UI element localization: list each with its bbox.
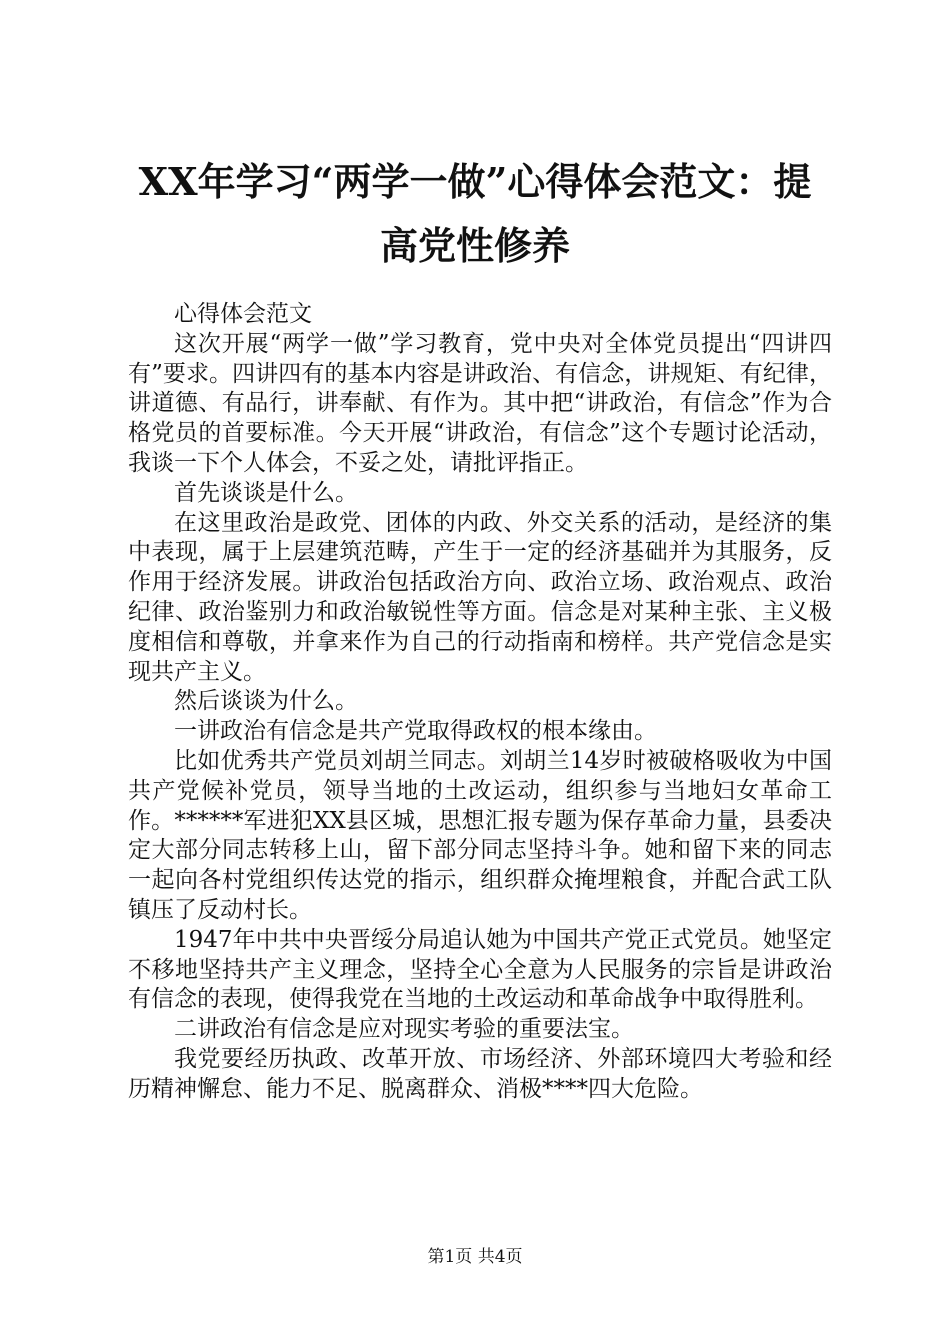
paragraph: 1947年中共中央晋绥分局追认她为中国共产党正式党员。她坚定不移地坚持共产主义理念，坚持全心全意为人民服务的宗旨是讲政治有信念的表现，使得我党在当地的土改运动和革命战争中取得胜利。 <box>128 926 832 1013</box>
paragraph: 这次开展“两学一做”学习教育，党中央对全体党员提出“四讲四有”要求。四讲四有的基本内容是讲政治、有信念，讲规矩、有纪律，讲道德、有品行，讲奉献、有作为。其中把“讲政治，有信念”作为合格党员的首要标准。今天开展“讲政治，有信念”这个专题讨论活动，我谈一下个人体会，不妥之处，请批评指正。 <box>128 330 832 476</box>
paragraph: 然后谈谈为什么。 <box>174 688 358 715</box>
paragraph: 一讲政治有信念是共产党取得政权的根本缘由。 <box>174 718 657 745</box>
document-body <box>128 300 832 1105</box>
page-footer: 第1页 共4页 <box>427 1247 523 1267</box>
paragraph: 二讲政治有信念是应对现实考验的重要法宝。 <box>174 1016 634 1043</box>
paragraph: 首先谈谈是什么。 <box>174 479 358 506</box>
paragraph: 心得体会范文 <box>174 301 312 327</box>
paragraph: 比如优秀共产党员刘胡兰同志。刘胡兰14岁时被破格吸收为中国共产党候补党员，领导当地的土改运动，组织参与当地妇女革命工作。******军进犯XX县区城，思想汇报专题为保存革命力量，县委决定大部分同志转移上山，留下部分同志坚持斗争。她和留下来的同志一起向各村党组织传达党的指示，组织群众掩埋粮食，并配合武工队镇压了反动村长。 <box>128 747 832 923</box>
paragraph: 我党要经历执政、改革开放、市场经济、外部环境四大考验和经历精神懈怠、能力不足、脱离群众、消极****四大危险。 <box>128 1045 832 1102</box>
document-title: XX年学习“两学一做”心得体会范文：提高党性修养 <box>138 159 812 268</box>
paragraph: 在这里政治是政党、团体的内政、外交关系的活动，是经济的集中表现，属于上层建筑范畴，产生于一定的经济基础并为其服务，反作用于经济发展。讲政治包括政治方向、政治立场、政治观点、政治纪律、政治鉴别力和政治敏锐性等方面。信念是对某种主张、主义极度相信和尊敬，并拿来作为自己的行动指南和榜样。共产党信念是实现共产主义。 <box>128 509 832 685</box>
